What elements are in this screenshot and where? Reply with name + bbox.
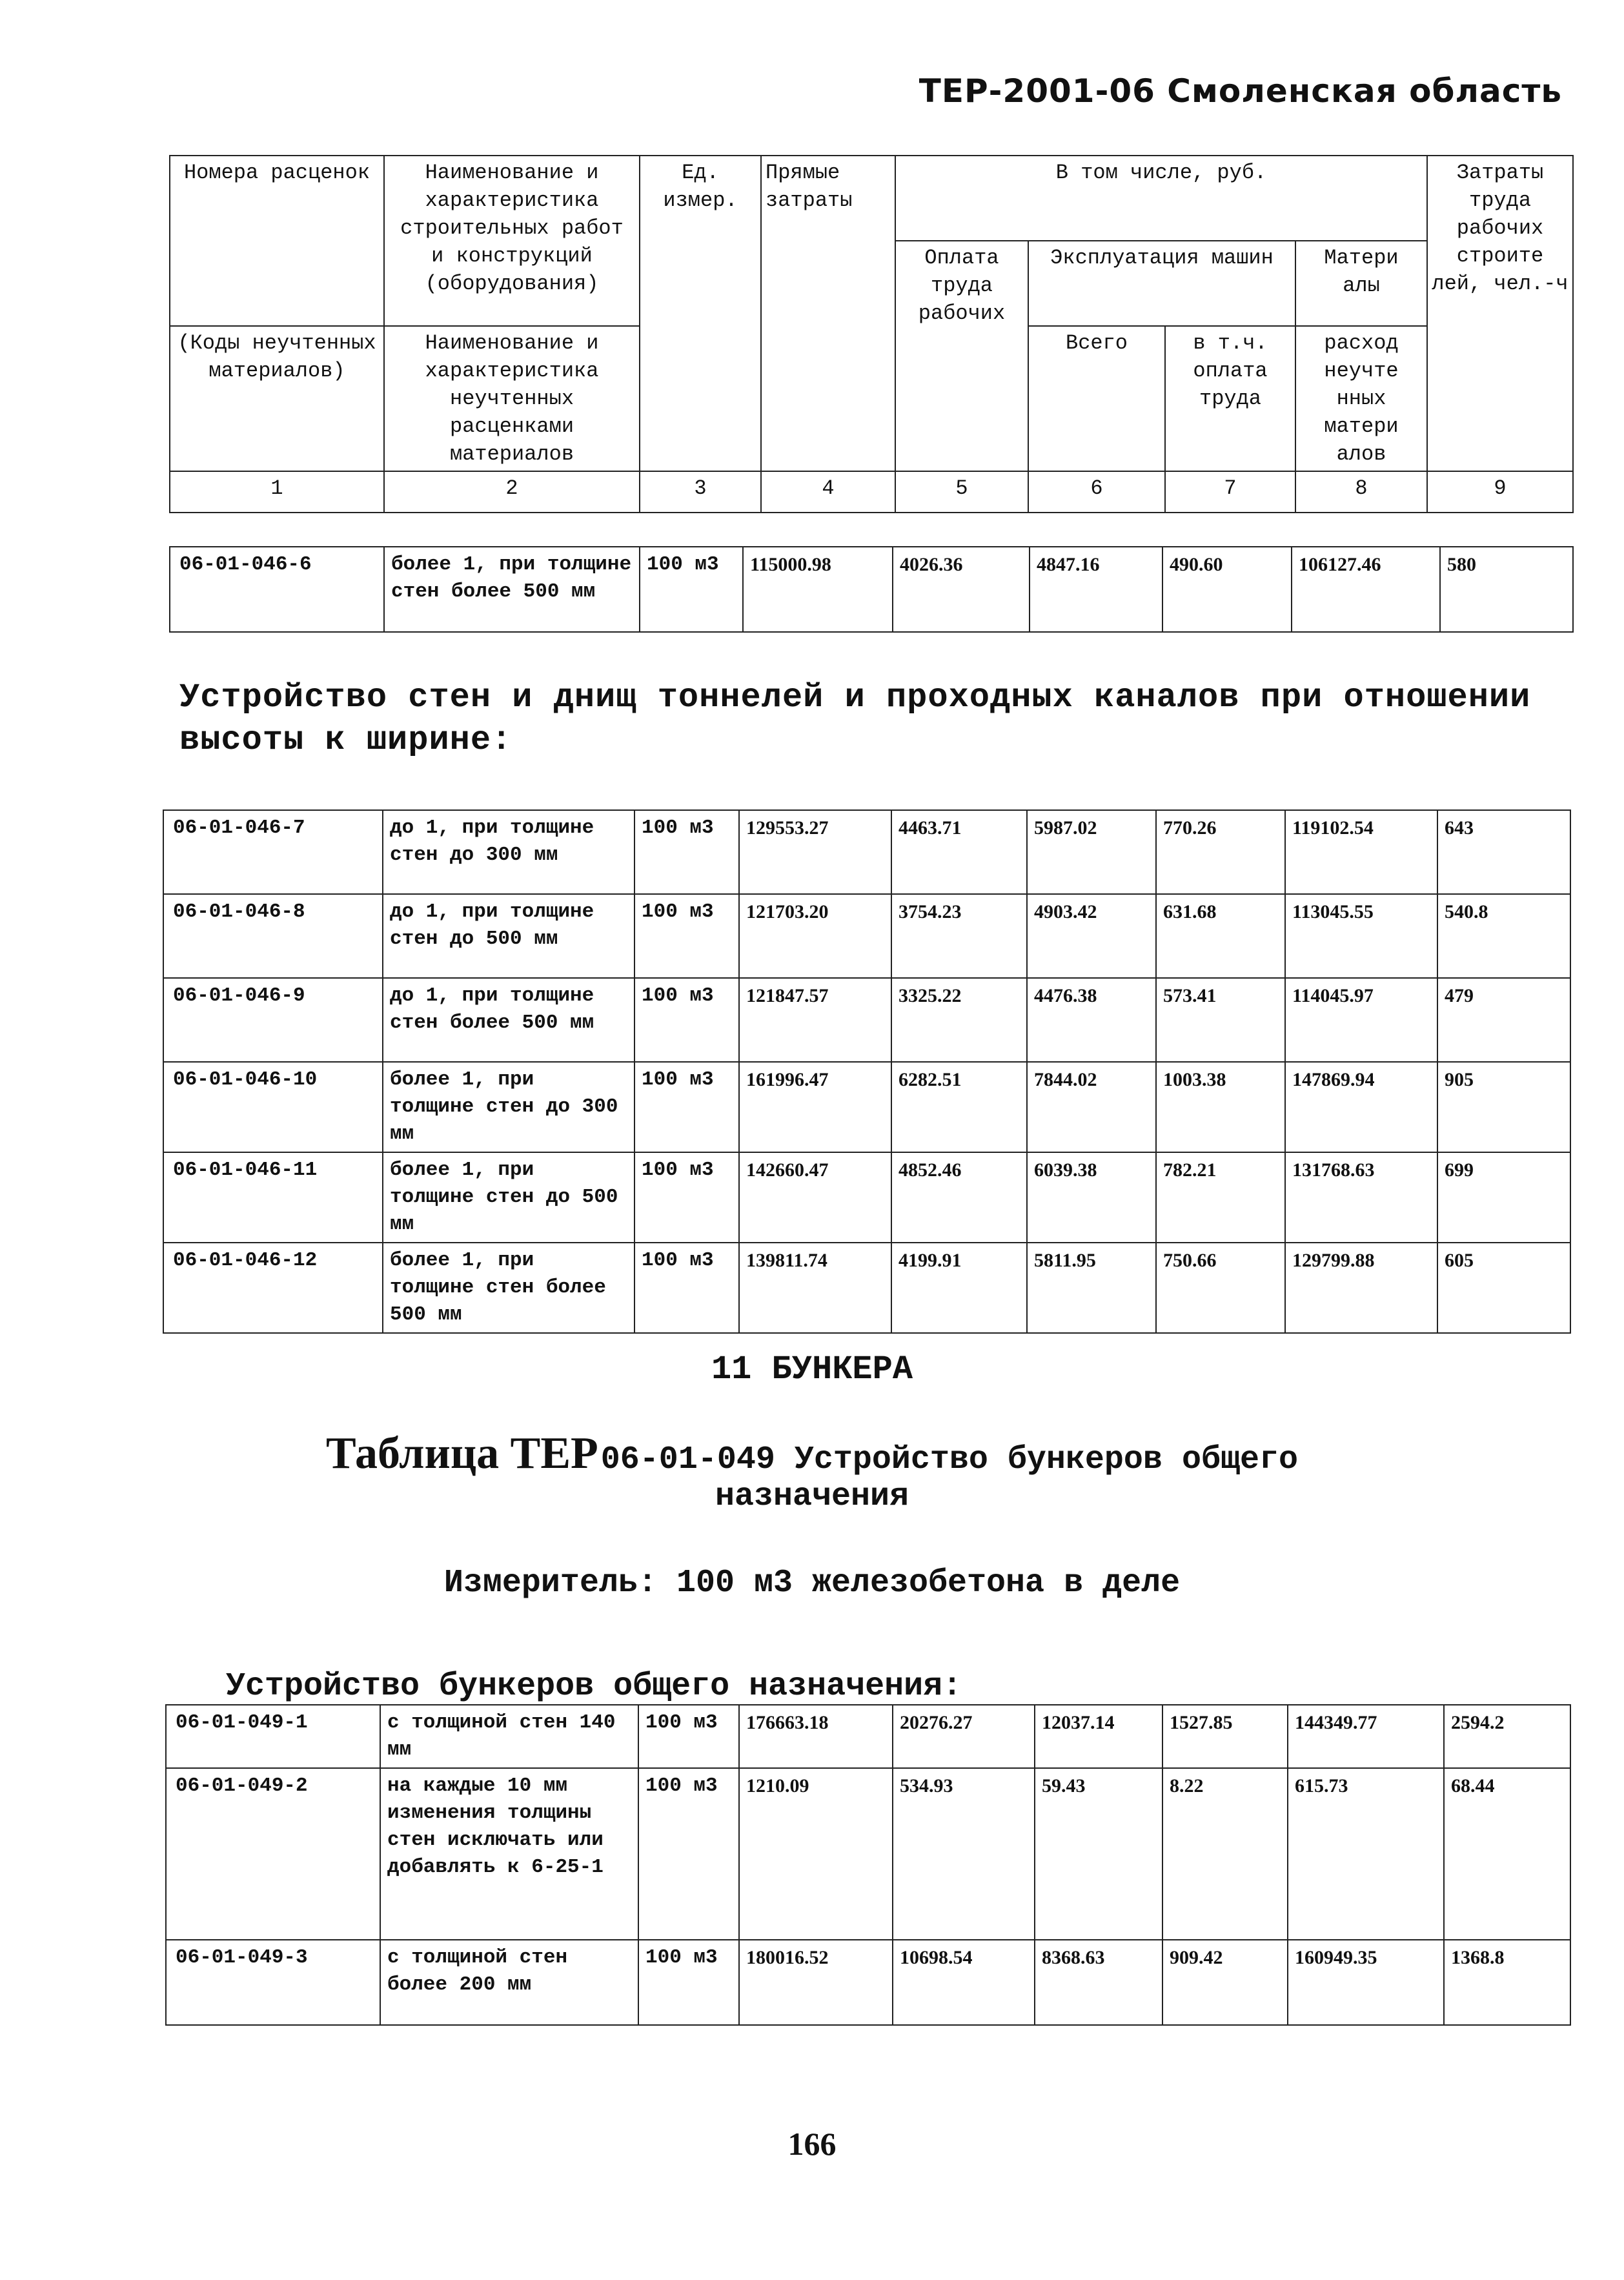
row-pay: 4852.46 xyxy=(891,1152,1027,1243)
row-unit: 100 м3 xyxy=(638,1705,739,1768)
row-code: 06-01-046-9 xyxy=(163,978,383,1062)
row-name: с толщиной стен более 200 мм xyxy=(380,1940,638,2025)
row-machines-pay: 573.41 xyxy=(1156,978,1285,1062)
row-machines: 6039.38 xyxy=(1027,1152,1156,1243)
column-number: 5 xyxy=(895,471,1028,513)
row-materials: 160949.35 xyxy=(1288,1940,1444,2025)
table-row xyxy=(166,1768,1570,1940)
table-row xyxy=(166,1940,1570,2025)
row-materials: 147869.94 xyxy=(1285,1062,1437,1152)
header-machines-total: Всего xyxy=(1028,326,1165,471)
row-pay: 4026.36 xyxy=(893,547,1030,632)
row-machines-pay: 750.66 xyxy=(1156,1243,1285,1333)
page-header-title: ТЕР-2001-06 Смоленская область xyxy=(919,72,1562,110)
header-pay: Оплата труда рабочих xyxy=(895,241,1028,471)
row-pay: 3754.23 xyxy=(891,894,1027,978)
row-labor: 905 xyxy=(1437,1062,1570,1152)
row-code: 06-01-046-10 xyxy=(163,1062,383,1152)
row-machines-pay: 8.22 xyxy=(1162,1768,1288,1940)
row-machines: 8368.63 xyxy=(1035,1940,1162,2025)
section-heading-walls: Устройство стен и днищ тоннелей и проходных каналов при отношении высоты к ширине: xyxy=(179,678,1531,759)
row-labor: 540.8 xyxy=(1437,894,1570,978)
meter-text: Измеритель: 100 м3 железобетона в деле xyxy=(443,1565,1181,1602)
row-materials: 615.73 xyxy=(1288,1768,1444,1940)
row-machines: 4847.16 xyxy=(1030,547,1162,632)
column-number: 8 xyxy=(1295,471,1427,513)
header-direct: Прямые затраты xyxy=(761,156,895,471)
row-pay: 4199.91 xyxy=(891,1243,1027,1333)
row-direct: 142660.47 xyxy=(739,1152,891,1243)
table-row xyxy=(163,1243,1570,1333)
table-row xyxy=(163,978,1570,1062)
row-name: более 1, при толщине стен до 500 мм xyxy=(383,1152,634,1243)
row-name: до 1, при толщине стен до 500 мм xyxy=(383,894,634,978)
row-pay: 3325.22 xyxy=(891,978,1027,1062)
row-code: 06-01-049-3 xyxy=(166,1940,380,2025)
table-title-label: Таблица ТЕР xyxy=(326,1429,598,1478)
header-machines-pay: в т.ч. оплата труда xyxy=(1165,326,1295,471)
table-row xyxy=(163,1062,1570,1152)
row-labor: 699 xyxy=(1437,1152,1570,1243)
row-unit: 100 м3 xyxy=(638,1940,739,2025)
row-pay: 10698.54 xyxy=(893,1940,1035,2025)
header-materials: Матери алы xyxy=(1295,241,1427,326)
row-name: более 1, при толщине стен до 300 мм xyxy=(383,1062,634,1152)
column-number: 6 xyxy=(1028,471,1165,513)
row-machines: 59.43 xyxy=(1035,1768,1162,1940)
column-number: 3 xyxy=(640,471,761,513)
row-code: 06-01-046-12 xyxy=(163,1243,383,1333)
row-name: на каждые 10 мм изменения толщины стен исключать или добавлять к 6-25-1 xyxy=(380,1768,638,1940)
row-machines-pay: 490.60 xyxy=(1162,547,1292,632)
column-number: 2 xyxy=(384,471,640,513)
table-header xyxy=(169,155,1574,513)
row-direct: 121847.57 xyxy=(739,978,891,1062)
page-number: 166 xyxy=(787,2126,837,2162)
row-labor: 2594.2 xyxy=(1444,1705,1570,1768)
row-machines-pay: 782.21 xyxy=(1156,1152,1285,1243)
row-direct: 176663.18 xyxy=(739,1705,893,1768)
row-unit: 100 м3 xyxy=(640,547,743,632)
column-number: 4 xyxy=(761,471,895,513)
row-code: 06-01-049-2 xyxy=(166,1768,380,1940)
row-materials: 129799.88 xyxy=(1285,1243,1437,1333)
header-name: Наименование и характеристика строительных работ и конструкций (оборудования) xyxy=(384,156,640,326)
row-labor: 643 xyxy=(1437,810,1570,894)
row-code: 06-01-049-1 xyxy=(166,1705,380,1768)
table-row xyxy=(163,1152,1570,1243)
row-machines: 4903.42 xyxy=(1027,894,1156,978)
row-code: 06-01-046-8 xyxy=(163,894,383,978)
table-bunkers xyxy=(165,1704,1571,2026)
row-pay: 4463.71 xyxy=(891,810,1027,894)
row-direct: 180016.52 xyxy=(739,1940,893,2025)
header-unaccounted-codes: (Коды неучтенных материалов) xyxy=(170,326,384,471)
row-labor: 605 xyxy=(1437,1243,1570,1333)
header-unit: Ед. измер. xyxy=(640,156,761,471)
row-materials: 144349.77 xyxy=(1288,1705,1444,1768)
row-unit: 100 м3 xyxy=(634,894,739,978)
section-title: 11 БУНКЕРА xyxy=(711,1350,913,1389)
row-pay: 20276.27 xyxy=(893,1705,1035,1768)
row-unit: 100 м3 xyxy=(634,1062,739,1152)
row-pay: 6282.51 xyxy=(891,1062,1027,1152)
row-machines: 5987.02 xyxy=(1027,810,1156,894)
table-row xyxy=(163,894,1570,978)
header-machines: Эксплуатация машин xyxy=(1028,241,1295,326)
row-labor: 580 xyxy=(1440,547,1573,632)
header-labor-cost: Затраты труда рабочих строите лей, чел.-ч xyxy=(1427,156,1573,471)
row-unit: 100 м3 xyxy=(634,1243,739,1333)
row-materials: 113045.55 xyxy=(1285,894,1437,978)
row-name: до 1, при толщине стен до 300 мм xyxy=(383,810,634,894)
row-labor: 1368.8 xyxy=(1444,1940,1570,2025)
row-name: более 1, при толщине стен более 500 мм xyxy=(383,1243,634,1333)
column-number: 9 xyxy=(1427,471,1573,513)
row-code: 06-01-046-11 xyxy=(163,1152,383,1243)
row-direct: 115000.98 xyxy=(743,547,893,632)
table-row xyxy=(163,810,1570,894)
row-unit: 100 м3 xyxy=(634,810,739,894)
row-labor: 479 xyxy=(1437,978,1570,1062)
row-name: более 1, при толщине стен более 500 мм xyxy=(384,547,640,632)
row-name: с толщиной стен 140 мм xyxy=(380,1705,638,1768)
table-title-code: 06-01-049 Устройство бункеров общего xyxy=(600,1441,1298,1478)
table-walls xyxy=(163,809,1571,1334)
header-unaccounted-materials: расход неучте нных матери алов xyxy=(1295,326,1427,471)
row-machines: 5811.95 xyxy=(1027,1243,1156,1333)
row-name: до 1, при толщине стен более 500 мм xyxy=(383,978,634,1062)
row-direct: 161996.47 xyxy=(739,1062,891,1152)
row-machines-pay: 1527.85 xyxy=(1162,1705,1288,1768)
row-machines: 12037.14 xyxy=(1035,1705,1162,1768)
column-number: 7 xyxy=(1165,471,1295,513)
bunkers-heading: Устройство бункеров общего назначения: xyxy=(226,1668,962,1705)
header-including: В том числе, руб. xyxy=(895,156,1427,241)
header-codes: Номера расценок xyxy=(170,156,384,326)
table-row xyxy=(166,1705,1570,1768)
row-unit: 100 м3 xyxy=(638,1768,739,1940)
header-unaccounted-name: Наименование и характеристика неучтенных расценками материалов xyxy=(384,326,640,471)
table-row xyxy=(170,547,1573,632)
row-direct: 129553.27 xyxy=(739,810,891,894)
row-machines-pay: 909.42 xyxy=(1162,1940,1288,2025)
column-number: 1 xyxy=(170,471,384,513)
row-machines: 4476.38 xyxy=(1027,978,1156,1062)
row-pay: 534.93 xyxy=(893,1768,1035,1940)
table-title xyxy=(0,1428,1624,1480)
row-materials: 131768.63 xyxy=(1285,1152,1437,1243)
table-title-line2: назначения xyxy=(715,1478,909,1515)
row-unit: 100 м3 xyxy=(634,978,739,1062)
table-046-6 xyxy=(169,546,1574,633)
row-materials: 106127.46 xyxy=(1292,547,1440,632)
row-machines: 7844.02 xyxy=(1027,1062,1156,1152)
row-labor: 68.44 xyxy=(1444,1768,1570,1940)
row-machines-pay: 1003.38 xyxy=(1156,1062,1285,1152)
row-unit: 100 м3 xyxy=(634,1152,739,1243)
row-code: 06-01-046-6 xyxy=(170,547,384,632)
row-direct: 139811.74 xyxy=(739,1243,891,1333)
row-code: 06-01-046-7 xyxy=(163,810,383,894)
row-direct: 121703.20 xyxy=(739,894,891,978)
row-machines-pay: 631.68 xyxy=(1156,894,1285,978)
row-materials: 119102.54 xyxy=(1285,810,1437,894)
row-machines-pay: 770.26 xyxy=(1156,810,1285,894)
row-materials: 114045.97 xyxy=(1285,978,1437,1062)
row-direct: 1210.09 xyxy=(739,1768,893,1940)
